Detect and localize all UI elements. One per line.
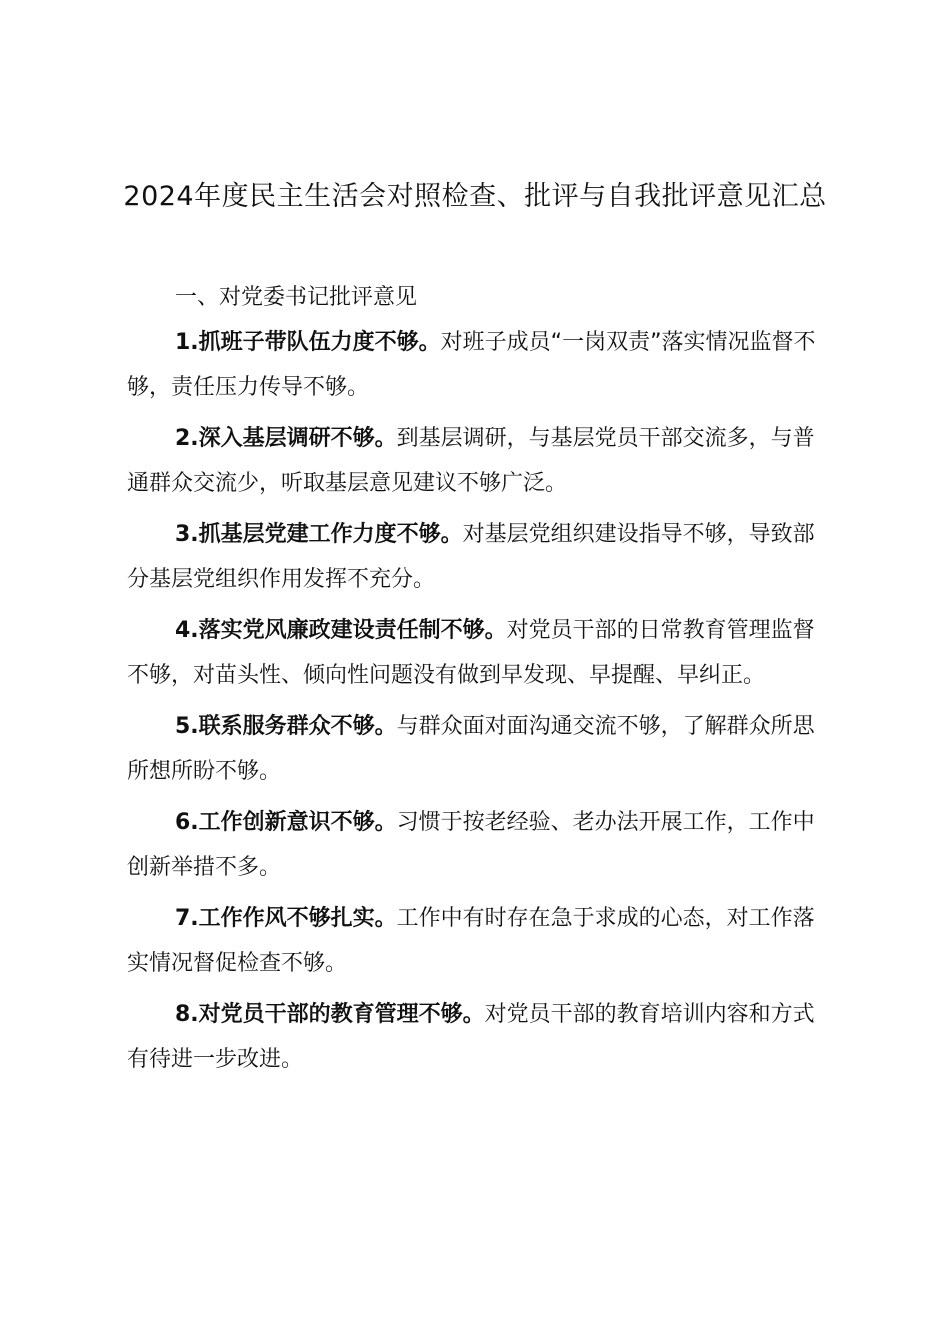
item-body: 习惯于按老经验、老办法开展工作，工作中创新举措不多。 bbox=[127, 810, 815, 880]
item-body: 对班子成员“一岗双责”落实情况监督不够，责任压力传导不够。 bbox=[127, 330, 816, 400]
item-body: 与群众面对面沟通交流不够，了解群众所思所想所盼不够。 bbox=[127, 714, 815, 784]
item-heading: 7.工作作风不够扎实。 bbox=[175, 906, 397, 931]
item-heading: 3.抓基层党建工作力度不够。 bbox=[175, 522, 463, 547]
section-heading: 一、对党委书记批评意见 bbox=[175, 285, 418, 310]
criticism-item-8 bbox=[127, 992, 833, 1082]
item-body: 到基层调研，与基层党员干部交流多，与普通群众交流少，听取基层意见建议不够广泛。 bbox=[127, 426, 815, 496]
criticism-item-3 bbox=[127, 512, 833, 602]
item-heading: 5.联系服务群众不够。 bbox=[175, 714, 397, 739]
item-body: 对党员干部的教育培训内容和方式有待进一步改进。 bbox=[127, 1002, 815, 1072]
item-heading: 2.深入基层调研不够。 bbox=[175, 426, 397, 451]
document-title: 2024年度民主生活会对照检查、批评与自我批评意见汇总 bbox=[123, 181, 827, 212]
criticism-item-2 bbox=[127, 416, 833, 506]
criticism-item-1 bbox=[127, 320, 833, 410]
criticism-list bbox=[127, 320, 833, 1088]
criticism-item-5 bbox=[127, 704, 833, 794]
item-heading: 6.工作创新意识不够。 bbox=[175, 810, 397, 835]
item-body: 工作中有时存在急于求成的心态，对工作落实情况督促检查不够。 bbox=[127, 906, 815, 976]
item-heading: 8.对党员干部的教育管理不够。 bbox=[175, 1002, 485, 1027]
item-heading: 1.抓班子带队伍力度不够。 bbox=[175, 330, 441, 355]
item-heading: 4.落实党风廉政建设责任制不够。 bbox=[175, 618, 507, 643]
criticism-item-4 bbox=[127, 608, 833, 698]
item-body: 对党员干部的日常教育管理监督不够，对苗头性、倾向性问题没有做到早发现、早提醒、早纠正。 bbox=[127, 618, 815, 688]
item-body: 对基层党组织建设指导不够，导致部分基层党组织作用发挥不充分。 bbox=[127, 522, 815, 592]
criticism-item-7 bbox=[127, 896, 833, 986]
criticism-item-6 bbox=[127, 800, 833, 890]
